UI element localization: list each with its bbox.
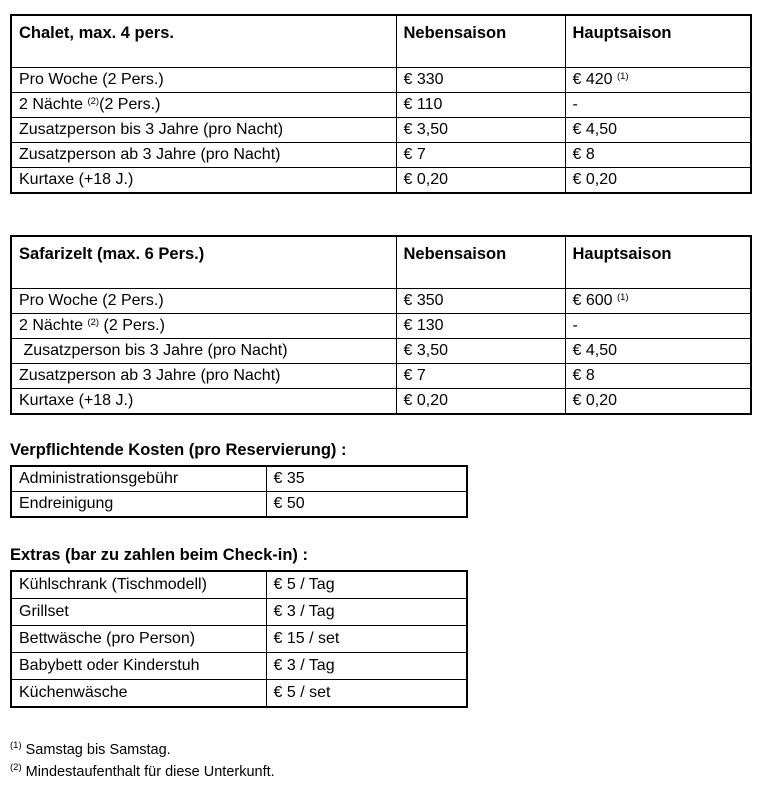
- nebensaison-price-cell: [396, 289, 565, 314]
- row-label-cell: [11, 389, 396, 415]
- table-row: [11, 599, 467, 626]
- table-row: [11, 93, 751, 118]
- cell-text: € 0,20: [572, 392, 617, 409]
- nebensaison-price-cell: [396, 314, 565, 339]
- cell-text: € 130: [403, 317, 444, 334]
- cell-text: € 35: [273, 470, 305, 487]
- safarizelt-column-header-nebensaison: Nebensaison: [396, 236, 565, 289]
- row-label-cell: [11, 118, 396, 143]
- cell-text: € 420: [572, 71, 617, 88]
- table-row: [11, 466, 467, 492]
- cell-text: Administrationsgebühr: [19, 470, 179, 487]
- cell-text: Zusatzperson ab 3 Jahre (pro Nacht): [19, 146, 281, 163]
- nebensaison-price-cell: [396, 93, 565, 118]
- table-row: [11, 314, 751, 339]
- cell-text: -: [572, 317, 578, 334]
- item-label-cell: [11, 680, 266, 708]
- nebensaison-price-cell: [396, 364, 565, 389]
- table-row: [11, 492, 467, 518]
- table-row: [11, 118, 751, 143]
- chalet-table-title: Chalet, max. 4 pers.: [11, 15, 396, 68]
- cell-text: Kurtaxe (+18 J.): [19, 171, 134, 188]
- cell-text: € 4,50: [572, 342, 617, 359]
- cell-text: € 50: [273, 495, 305, 512]
- price-cell: [266, 466, 467, 492]
- cell-text: Pro Woche (2 Pers.): [19, 292, 164, 309]
- row-label-cell: [11, 143, 396, 168]
- item-label-cell: [11, 571, 266, 599]
- cell-text: € 8: [572, 367, 595, 384]
- footnote-1-text: Samstag bis Samstag.: [25, 742, 171, 758]
- cell-text: € 110: [403, 96, 443, 113]
- price-cell: [266, 571, 467, 599]
- footnote-2-marker: (2): [10, 762, 22, 774]
- cell-text: € 7: [403, 146, 426, 163]
- cell-text: Kühlschrank (Tischmodell): [19, 576, 207, 593]
- table-row: [11, 389, 751, 415]
- hauptsaison-price-cell: [565, 93, 751, 118]
- footnote-1: [10, 742, 767, 759]
- hauptsaison-price-cell: [565, 118, 751, 143]
- cell-text: € 0,20: [403, 392, 448, 409]
- hauptsaison-price-cell: [565, 289, 751, 314]
- table-row: [11, 653, 467, 680]
- mandatory-costs-table: [10, 465, 468, 518]
- item-label-cell: [11, 466, 266, 492]
- nebensaison-price-cell: [396, 143, 565, 168]
- chalet-price-table: [10, 14, 752, 194]
- row-label-cell: [11, 68, 396, 93]
- nebensaison-price-cell: [396, 339, 565, 364]
- safarizelt-header-row: [11, 236, 751, 289]
- cell-text: € 350: [403, 292, 444, 309]
- chalet-table-body: [11, 68, 751, 194]
- hauptsaison-price-cell: [565, 168, 751, 194]
- superscript-marker: (2): [87, 317, 100, 328]
- cell-text: Kurtaxe (+18 J.): [19, 392, 134, 409]
- cell-text: € 0,20: [403, 171, 448, 188]
- table-row: [11, 168, 751, 194]
- cell-text: Babybett oder Kinderstuh: [19, 657, 200, 674]
- cell-text: € 15 / set: [273, 630, 340, 647]
- cell-text: (2 Pers.): [99, 96, 161, 113]
- superscript-marker: (1): [616, 71, 629, 82]
- safarizelt-price-table: [10, 235, 752, 415]
- item-label-cell: [11, 599, 266, 626]
- cell-text: € 7: [403, 367, 426, 384]
- safarizelt-column-header-hauptsaison: Hauptsaison: [565, 236, 751, 289]
- cell-text: Endreinigung: [19, 495, 114, 512]
- cell-text: Grillset: [19, 603, 69, 620]
- price-cell: [266, 599, 467, 626]
- row-label-cell: [11, 314, 396, 339]
- hauptsaison-price-cell: [565, 389, 751, 415]
- nebensaison-price-cell: [396, 389, 565, 415]
- hauptsaison-price-cell: [565, 143, 751, 168]
- cell-text: Zusatzperson ab 3 Jahre (pro Nacht): [19, 367, 281, 384]
- cell-text: € 8: [572, 146, 595, 163]
- mandatory-costs-heading: Verpflichtende Kosten (pro Reservierung) :: [10, 441, 347, 459]
- safarizelt-table-title: Safarizelt (max. 6 Pers.): [11, 236, 396, 289]
- hauptsaison-price-cell: [565, 339, 751, 364]
- chalet-column-header-hauptsaison: Hauptsaison: [565, 15, 751, 68]
- cell-text: € 5 / Tag: [273, 576, 335, 593]
- row-label-cell: [11, 93, 396, 118]
- price-cell: [266, 492, 467, 518]
- item-label-cell: [11, 492, 266, 518]
- cell-text: 2 Nächte: [19, 96, 88, 113]
- cell-text: Küchenwäsche: [19, 684, 128, 701]
- nebensaison-price-cell: [396, 68, 565, 93]
- table-row: [11, 364, 751, 389]
- chalet-column-header-nebensaison: Nebensaison: [396, 15, 565, 68]
- table-row: [11, 680, 467, 708]
- extras-table: [10, 570, 468, 708]
- cell-text: € 330: [403, 71, 444, 88]
- table-row: [11, 143, 751, 168]
- cell-text: -: [572, 96, 578, 113]
- footnotes-section: [10, 742, 767, 781]
- nebensaison-price-cell: [396, 118, 565, 143]
- superscript-marker: (1): [616, 292, 629, 303]
- cell-text: € 4,50: [572, 121, 617, 138]
- cell-text: € 5 / set: [273, 684, 331, 701]
- cell-text: € 0,20: [572, 171, 617, 188]
- row-label-cell: [11, 168, 396, 194]
- row-label-cell: [11, 289, 396, 314]
- hauptsaison-price-cell: [565, 364, 751, 389]
- cell-text: (2 Pers.): [99, 317, 165, 334]
- cell-text: € 3 / Tag: [273, 603, 335, 620]
- chalet-header-row: [11, 15, 751, 68]
- mandatory-costs-table-body: [11, 466, 467, 517]
- row-label-cell: [11, 364, 396, 389]
- table-row: [11, 339, 751, 364]
- cell-text: 2 Nächte: [19, 317, 88, 334]
- safarizelt-table-body: [11, 289, 751, 415]
- cell-text: € 3,50: [403, 121, 448, 138]
- hauptsaison-price-cell: [565, 68, 751, 93]
- footnote-2: [10, 764, 767, 781]
- row-label-cell: [11, 339, 396, 364]
- footnote-2-text: Mindestaufenthalt für diese Unterkunft.: [25, 764, 275, 780]
- nebensaison-price-cell: [396, 168, 565, 194]
- cell-text: Pro Woche (2 Pers.): [19, 71, 164, 88]
- cell-text: € 3 / Tag: [273, 657, 335, 674]
- table-row: [11, 571, 467, 599]
- item-label-cell: [11, 653, 266, 680]
- price-cell: [266, 626, 467, 653]
- cell-text: € 600: [572, 292, 617, 309]
- cell-text: € 3,50: [403, 342, 448, 359]
- table-row: [11, 626, 467, 653]
- footnote-1-marker: (1): [10, 740, 22, 752]
- item-label-cell: [11, 626, 266, 653]
- cell-text: Bettwäsche (pro Person): [19, 630, 196, 647]
- extras-heading: Extras (bar zu zahlen beim Check-in) :: [10, 546, 308, 564]
- table-row: [11, 289, 751, 314]
- superscript-marker: (2): [87, 96, 100, 107]
- price-cell: [266, 680, 467, 708]
- cell-text: Zusatzperson bis 3 Jahre (pro Nacht): [19, 342, 288, 359]
- extras-table-body: [11, 571, 467, 707]
- hauptsaison-price-cell: [565, 314, 751, 339]
- price-cell: [266, 653, 467, 680]
- cell-text: Zusatzperson bis 3 Jahre (pro Nacht): [19, 121, 284, 138]
- table-row: [11, 68, 751, 93]
